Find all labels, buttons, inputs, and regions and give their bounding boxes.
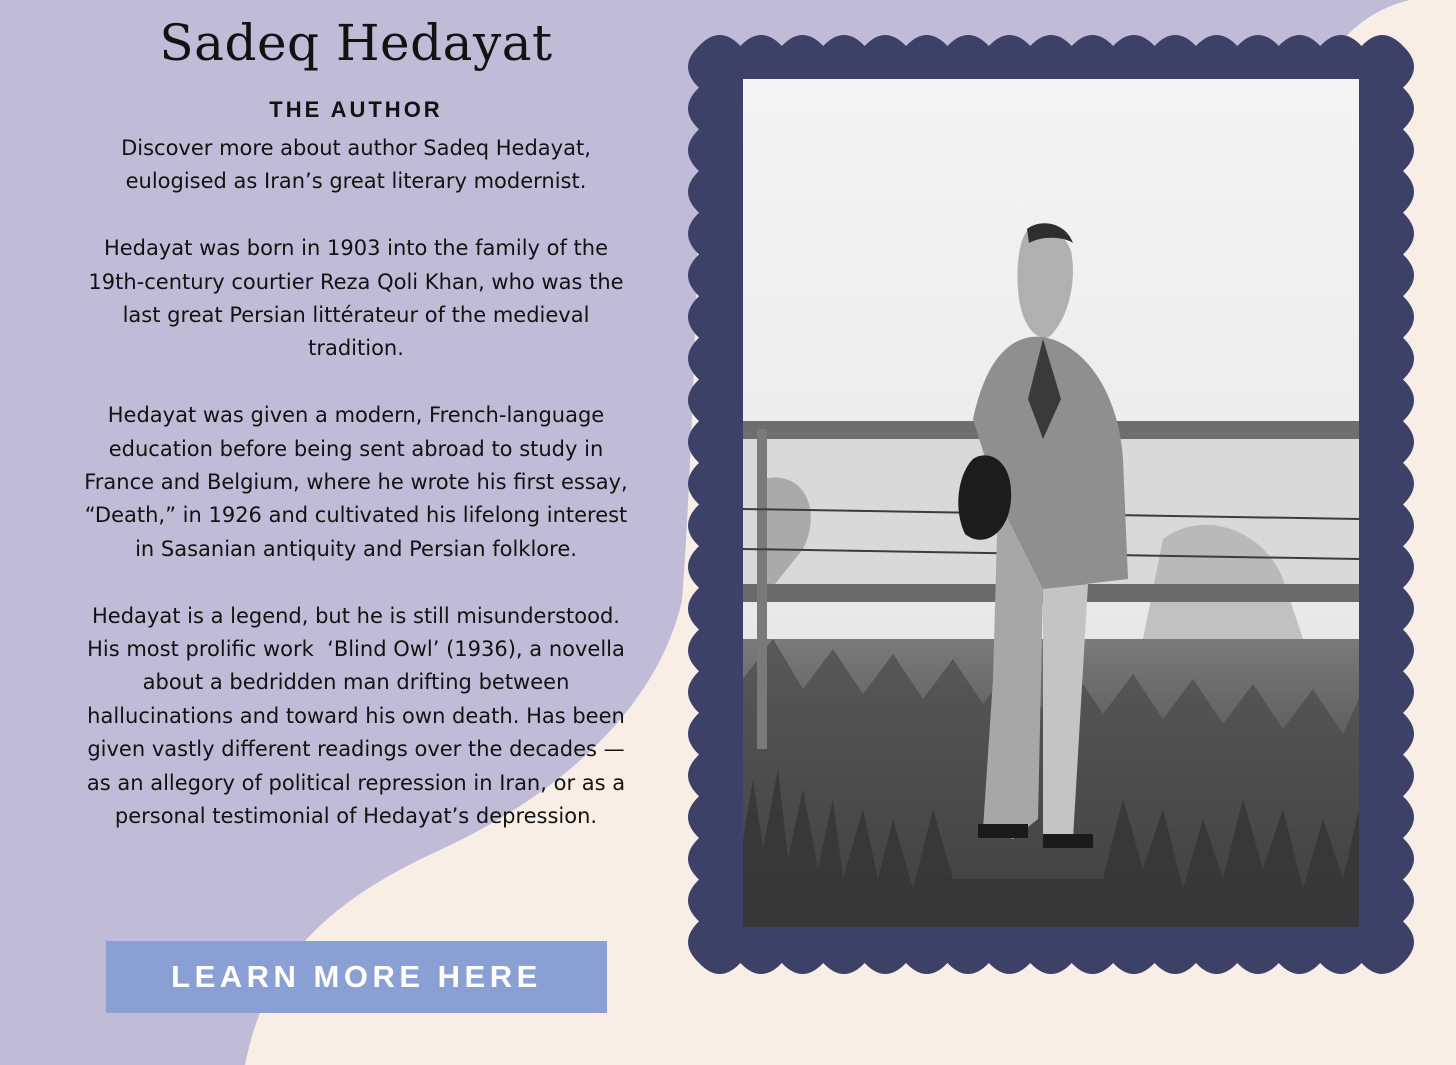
- author-bio: [80, 132, 632, 867]
- portrait-photo-icon: [743, 79, 1359, 927]
- learn-more-button[interactable]: LEARN MORE HERE: [106, 941, 607, 1013]
- section-subtitle: THE AUTHOR: [269, 97, 443, 122]
- bio-paragraph-legacy: Hedayat is a legend, but he is still misunderstood. His most prolific work ‘Blind Owl’ (1936), a novella about a bedridden man drifting between hallucinations and toward his own death. Has been given vastly different readings over the decades — as an allegory of political repression in Iran, or as a personal testimonial of Hedayat’s depression.: [86, 603, 626, 829]
- bio-paragraph-birth: Hedayat was born in 1903 into the family of the 19th-century courtier Reza Qoli Khan, who was the last great Persian littérateur of the medieval tradition.: [88, 236, 624, 361]
- bio-paragraph-education: Hedayat was given a modern, French-language education before being sent abroad to study in France and Belgium, where he wrote his first essay, “Death,” in 1926 and cultivated his lifelong interest in Sasanian antiquity and Persian folklore.: [84, 403, 628, 561]
- bio-paragraph-intro: Discover more about author Sadeq Hedayat, eulogised as Iran’s great literary modernist.: [121, 136, 591, 194]
- page-title: Sadeq Hedayat: [159, 14, 553, 72]
- author-photo: [743, 79, 1359, 927]
